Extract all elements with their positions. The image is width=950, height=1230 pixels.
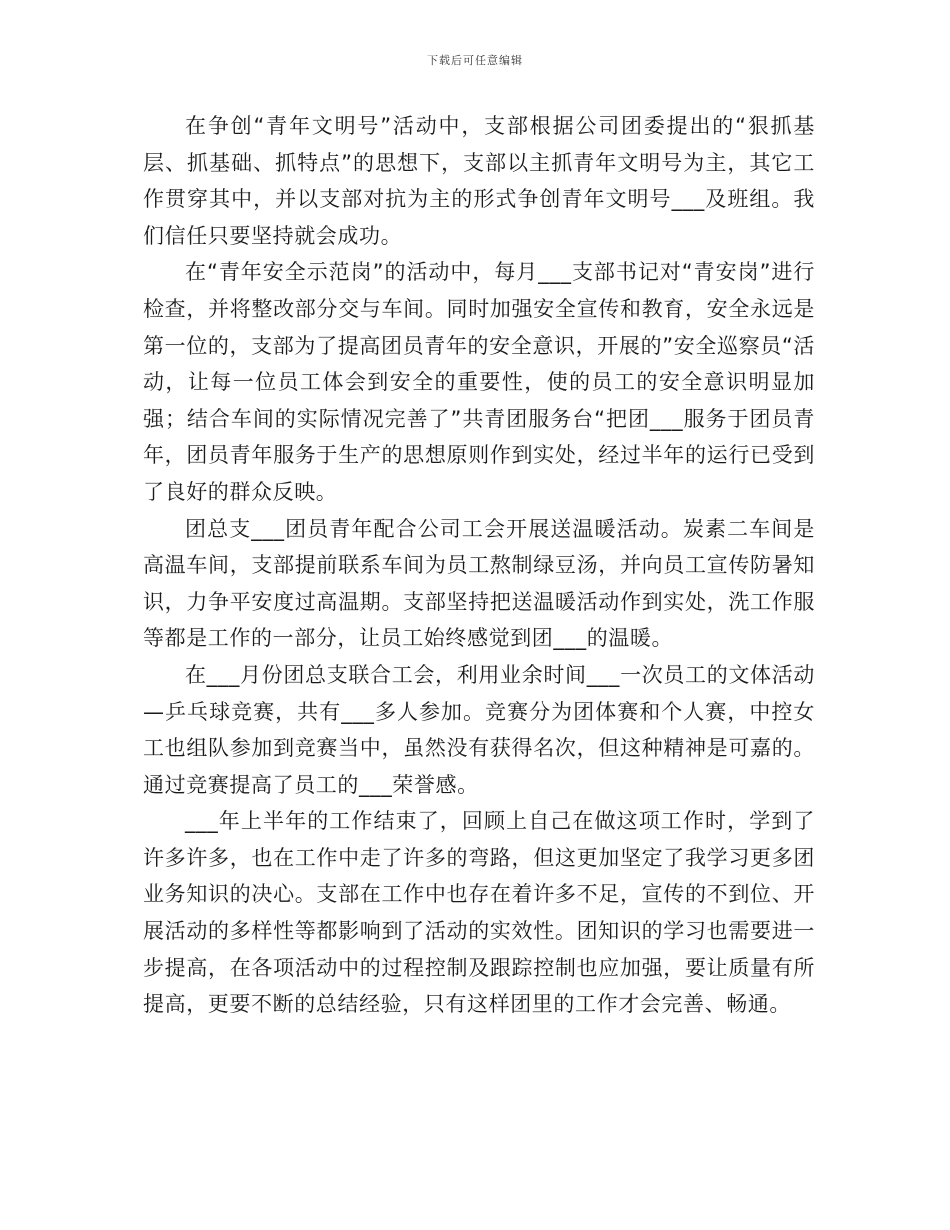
paragraph-youth-civilization: 在争创“青年文明号”活动中，支部根据公司团委提出的“狠抓基层、抓基础、抓特点”的思想下，支部以主抓青年文明号为主，其它工作贯穿其中，并以支部对抗为主的形式争创青年文明号___及班组。我们信任只要坚持就会成功。 bbox=[143, 114, 815, 248]
page-header: 下载后可任意编辑 bbox=[427, 54, 523, 67]
document-body bbox=[143, 108, 815, 1023]
paragraph-safety-post: 在“青年安全示范岗”的活动中，每月___支部书记对“青安岗”进行检查，并将整改部分交与车间。同时加强安全宣传和教育，安全永远是第一位的，支部为了提高团员青年的安全意识，开展的”安全巡察员“活动，让每一位员工体会到安全的重要性，使的员工的安全意识明显加强；结合车间的实际情况完善了”共青团服务台“把团___服务于团员青年，团员青年服务于生产的思想原则作到实处，经过半年的运行已受到了良好的群众反映。 bbox=[143, 260, 815, 504]
paragraph-summary: ___年上半年的工作结束了，回顾上自己在做这项工作时，学到了许多许多，也在工作中走了许多的弯路，但这更加坚定了我学习更多团业务知识的决心。支部在工作中也存在着许多不足，宣传的不到位、开展活动的多样性等都影响到了活动的实效性。团知识的学习也需要进一步提高，在各项活动中的过程控制及跟踪控制也应加强，要让质量有所提高，更要不断的总结经验，只有这样团里的工作才会完善、畅通。 bbox=[143, 809, 815, 1017]
paragraph-table-tennis: 在___月份团总支联合工会，利用业余时间___一次员工的文体活动—乒乓球竞赛，共有___多人参加。竞赛分为团体赛和个人赛，中控女工也组队参加到竞赛当中，虽然没有获得名次，但这种精神是可嘉的。通过竞赛提高了员工的___荣誉感。 bbox=[143, 662, 815, 797]
paragraph-warmth-activity: 团总支___团员青年配合公司工会开展送温暖活动。炭素二车间是高温车间，支部提前联系车间为员工熬制绿豆汤，并向员工宣传防暑知识，力争平安度过高温期。支部坚持把送温暖活动作到实处，洗工作服等都是工作的一部分，让员工始终感觉到团___的温暖。 bbox=[143, 516, 815, 651]
